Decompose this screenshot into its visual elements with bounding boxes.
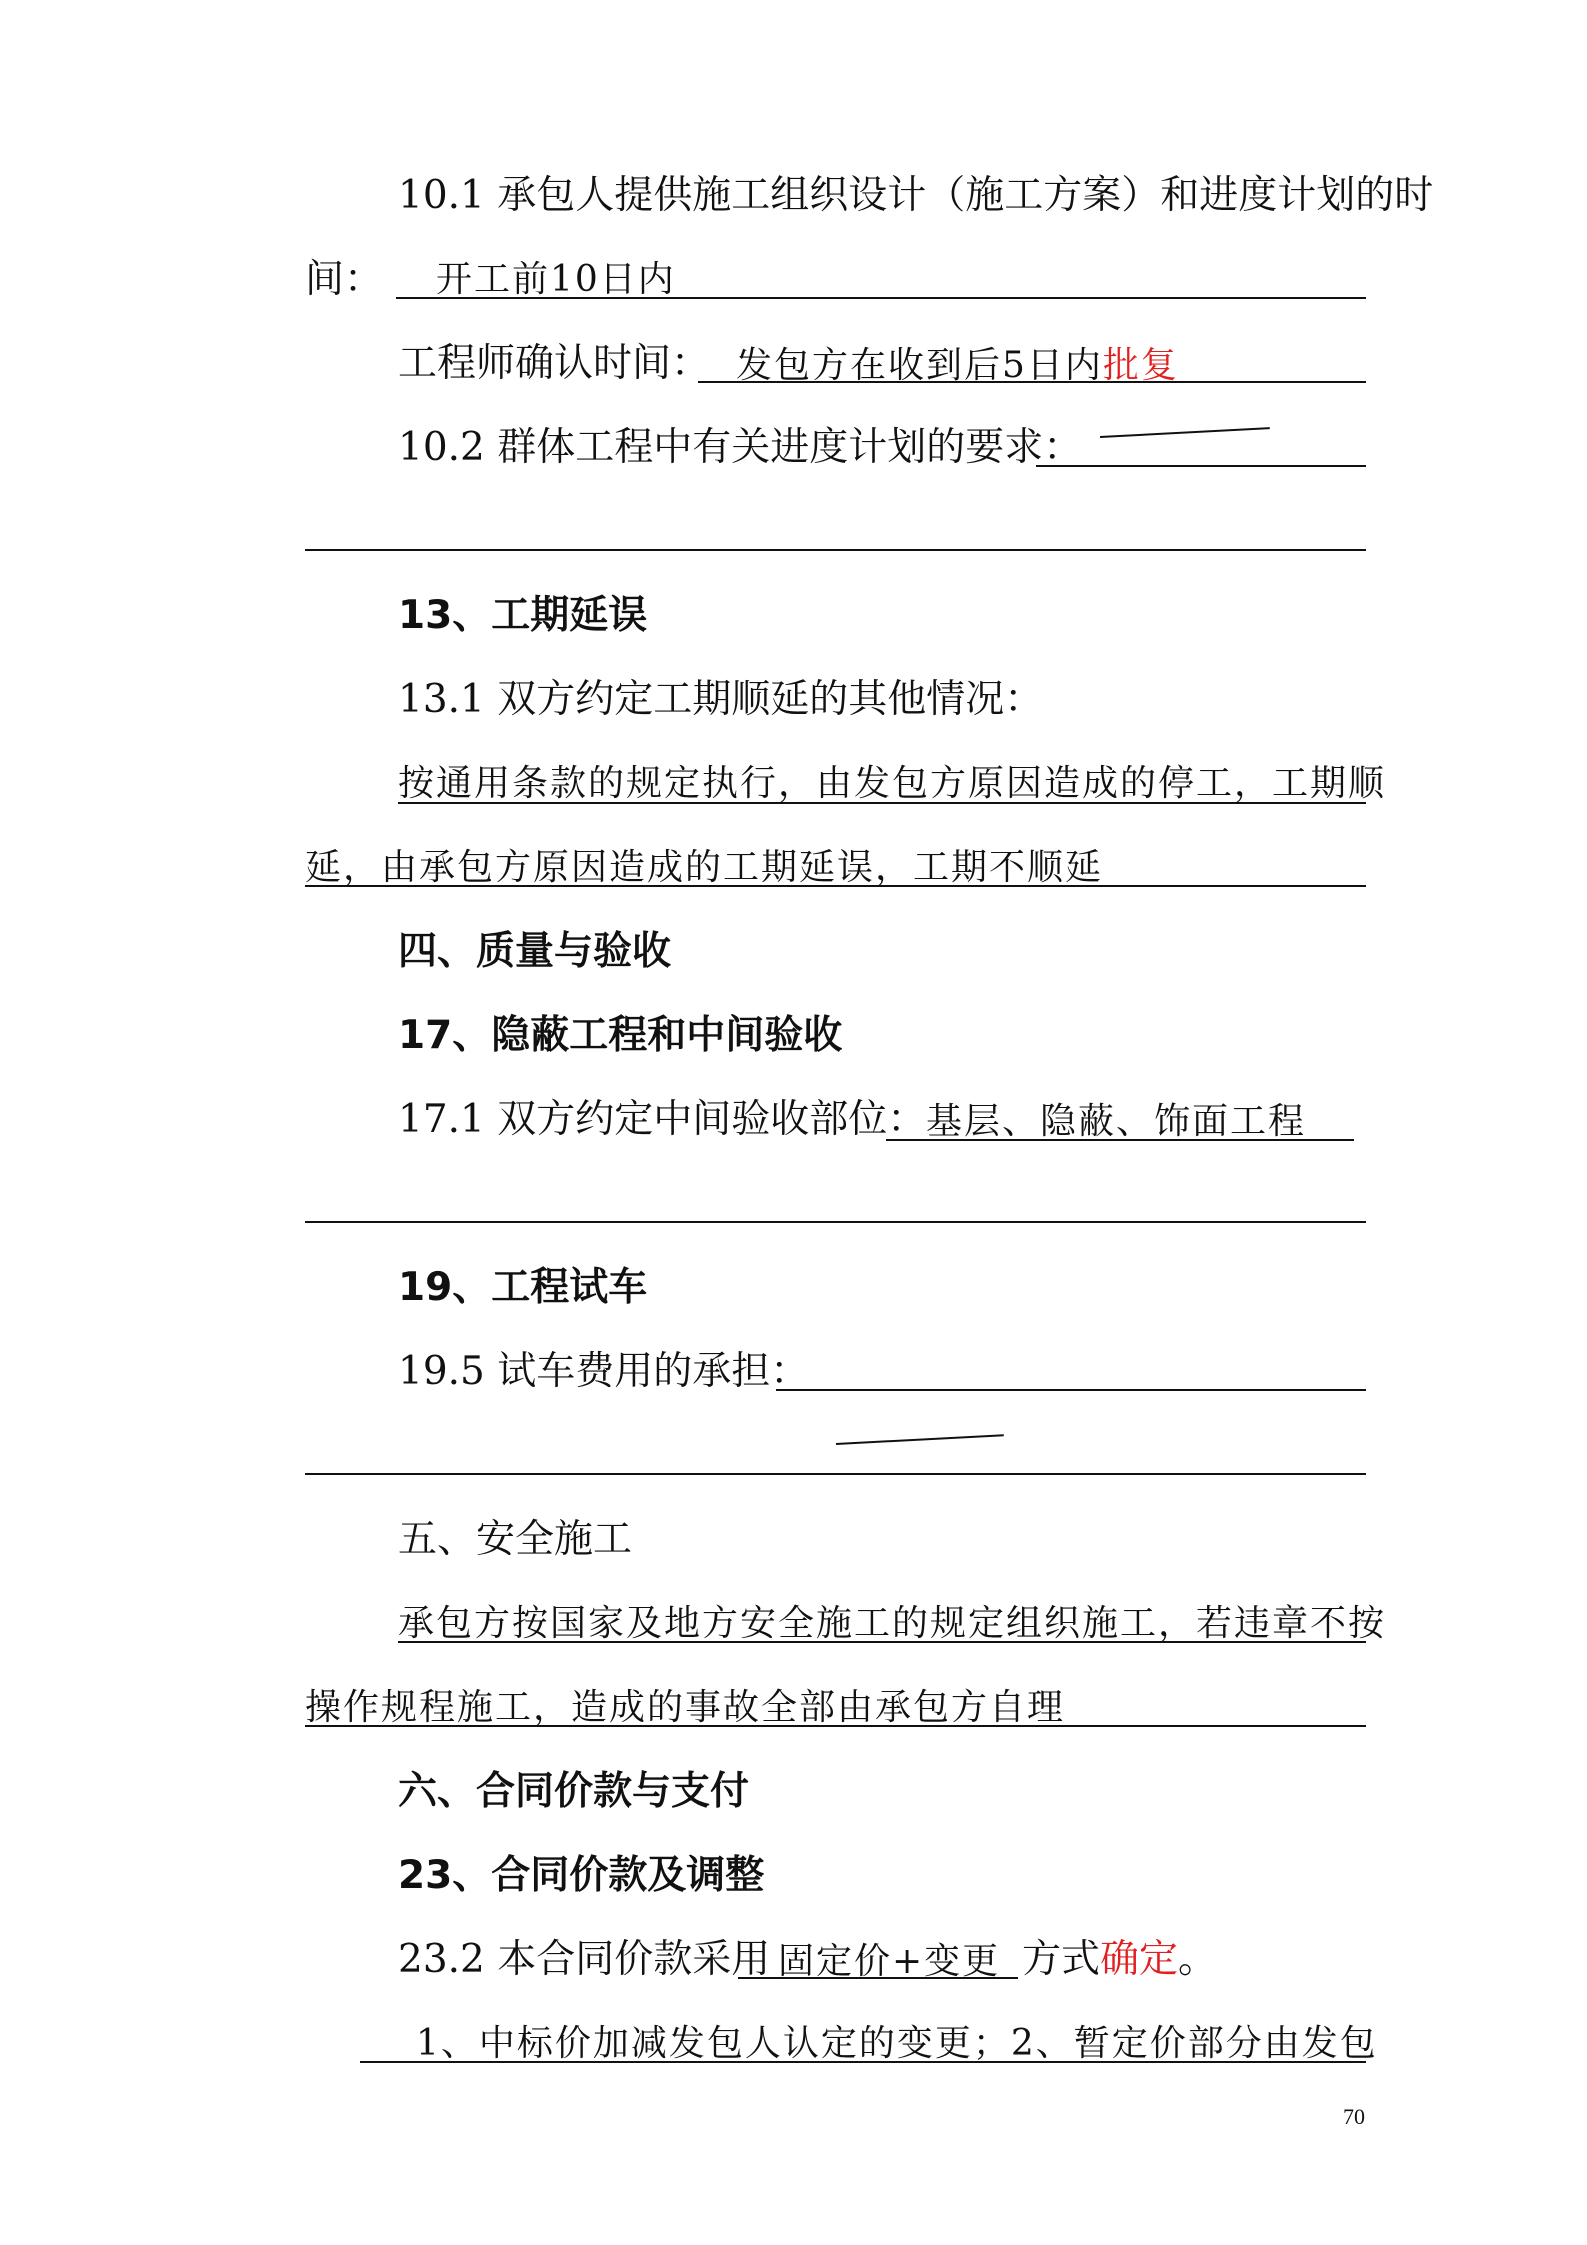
item-10-1-line2-prefix: 间： — [305, 257, 384, 302]
item-13-1-fill-line2: 延，由承包方原因造成的工期延误，工期不顺延 — [305, 847, 1104, 888]
item-23-2-underline — [738, 1977, 1018, 1979]
part-5-heading: 五、安全施工 — [398, 1517, 633, 1562]
item-23-2-suffix: 方式确定。 — [1022, 1937, 1218, 1982]
item-10-2-underline — [1036, 465, 1366, 467]
part-5-underline-2 — [305, 1725, 1366, 1727]
item-17-1-value: 基层、隐蔽、饰面工程 — [926, 1101, 1307, 1142]
section-23-heading: 23、合同价款及调整 — [398, 1853, 765, 1898]
item-13-1-fill-line1: 按通用条款的规定执行，由发包方原因造成的停工，工期顺 — [398, 763, 1387, 804]
item-10-2-blank-line — [305, 549, 1366, 551]
section-19-heading: 19、工程试车 — [398, 1265, 648, 1310]
item-13-1-label: 13.1 双方约定工期顺延的其他情况： — [398, 677, 1044, 722]
item-10-1-line1: 10.1 承包人提供施工组织设计（施工方案）和进度计划的时 — [398, 173, 1434, 218]
item-23-2-fill-line: 1、中标价加减发包人认定的变更；2、暂定价部分由发包 — [416, 2023, 1378, 2064]
engineer-confirm-label: 工程师确认时间： — [398, 341, 711, 386]
item-23-2-fill-underline — [360, 2061, 1366, 2063]
part-5-fill-line2: 操作规程施工，造成的事故全部由承包方自理 — [305, 1687, 1066, 1728]
item-19-5-underline — [776, 1389, 1366, 1391]
item-19-5-handwritten-stroke — [836, 1434, 1004, 1445]
item-17-1-blank-line — [305, 1221, 1366, 1223]
item-17-1-label: 17.1 双方约定中间验收部位： — [398, 1097, 927, 1142]
page-number: 70 — [1343, 2104, 1365, 2129]
part-5-fill-line1: 承包方按国家及地方安全施工的规定组织施工，若违章不按 — [398, 1603, 1387, 1644]
item-17-1-underline — [886, 1139, 1354, 1141]
item-19-5-blank-line — [305, 1473, 1366, 1475]
part-5-underline-1 — [398, 1641, 1366, 1643]
item-13-1-underline-2 — [305, 885, 1366, 887]
item-10-2-handwritten-stroke — [1100, 427, 1270, 438]
engineer-confirm-underline — [698, 381, 1366, 383]
item-19-5-label: 19.5 试车费用的承担： — [398, 1349, 810, 1394]
item-10-2-label: 10.2 群体工程中有关进度计划的要求： — [398, 425, 1083, 470]
engineer-confirm-red-annotation: 批复 — [1102, 345, 1179, 386]
section-13-heading: 13、工期延误 — [398, 593, 648, 638]
item-23-2-red-annotation: 确定 — [1100, 1937, 1179, 1982]
item-13-1-underline-1 — [398, 802, 1366, 804]
section-17-heading: 17、隐蔽工程和中间验收 — [398, 1013, 843, 1058]
field-submission-time-value: 开工前10日内 — [436, 259, 676, 300]
field-submission-time-underline — [396, 297, 1366, 299]
part-6-heading: 六、合同价款与支付 — [398, 1769, 750, 1814]
item-23-2-value: 固定价+变更 — [778, 1941, 1001, 1982]
item-23-2-label: 23.2 本合同价款采用 — [398, 1937, 771, 1982]
engineer-confirm-value: 发包方在收到后5日内批复 — [736, 345, 1179, 386]
part-4-heading: 四、质量与验收 — [398, 929, 672, 974]
